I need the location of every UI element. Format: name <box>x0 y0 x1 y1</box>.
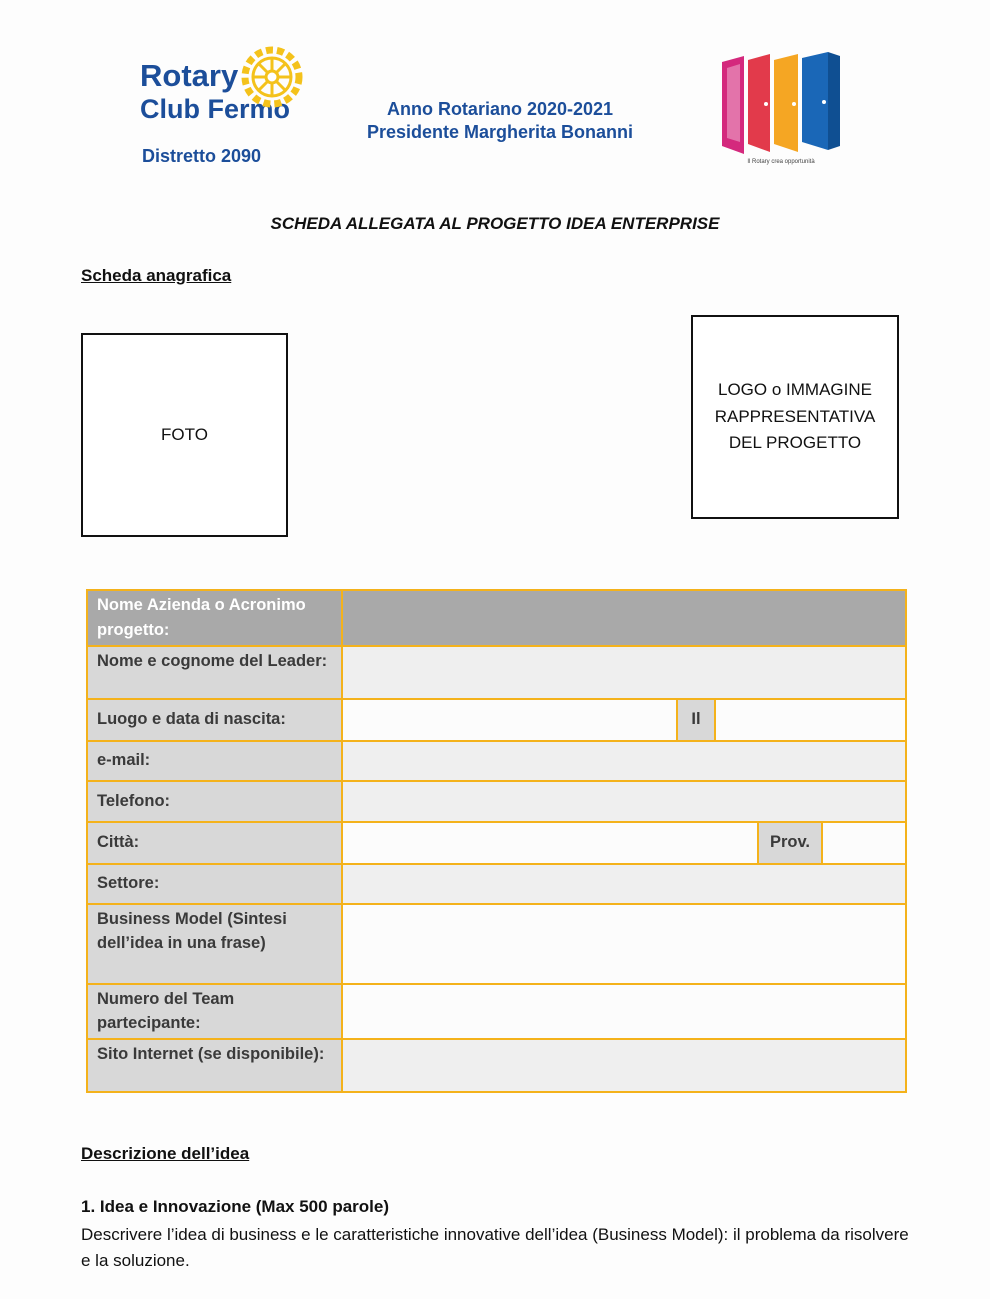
club-name-line1: Rotary <box>140 58 239 93</box>
logo-placeholder-box <box>691 315 899 519</box>
province-field[interactable] <box>822 822 906 864</box>
form-row <box>87 822 906 864</box>
team-size-field[interactable] <box>342 984 906 1040</box>
leader-name-field[interactable] <box>342 646 906 699</box>
form-row <box>87 741 906 781</box>
field-label: Business Model (Sintesi dell’idea in una frase) <box>87 904 342 984</box>
form-row <box>87 781 906 822</box>
rotary-year <box>360 98 640 145</box>
field-sub-label: Il <box>677 699 715 741</box>
logo-box-line: DEL PROGETTO <box>728 433 862 453</box>
field-label: Numero del Team partecipante: <box>87 984 342 1040</box>
photo-placeholder-box <box>81 333 288 537</box>
phone-field[interactable] <box>342 781 906 822</box>
business-model-field[interactable] <box>342 904 906 984</box>
project-name-field[interactable] <box>342 590 906 646</box>
doors-caption: Il Rotary crea opportunità <box>747 159 815 165</box>
field-label: Città: <box>87 822 342 864</box>
district-label: Distretto 2090 <box>142 146 262 166</box>
field-label: Settore: <box>87 864 342 904</box>
field-label: Telefono: <box>87 781 342 822</box>
form-row <box>87 864 906 904</box>
president-line: Presidente Margherita Bonanni <box>366 122 634 143</box>
field-label: Nome Azienda o Acronimo progetto: <box>87 590 342 646</box>
registration-form-table <box>86 589 907 1093</box>
email-field[interactable] <box>342 741 906 781</box>
birthplace-field[interactable] <box>342 699 677 741</box>
birthdate-field[interactable] <box>715 699 906 741</box>
item-description: Descrivere l’idea di business e le caratteristiche innovative dell’idea (Business Model): il problema da risolvere e la soluzione. <box>81 1225 909 1270</box>
club-name-line2: Club Fermo <box>140 93 291 124</box>
field-sub-label: Prov. <box>758 822 822 864</box>
city-field[interactable] <box>342 822 758 864</box>
website-field[interactable] <box>342 1039 906 1092</box>
item-heading: 1. Idea e Innovazione (Max 500 parole) <box>81 1197 389 1216</box>
form-row <box>87 646 906 699</box>
form-row <box>87 984 906 1040</box>
section-heading-anagrafica: Scheda anagrafica <box>81 266 232 285</box>
field-label: Nome e cognome del Leader: <box>87 646 342 699</box>
section-heading-description: Descrizione dell’idea <box>81 1144 250 1163</box>
document-title: SCHEDA ALLEGATA AL PROGETTO IDEA ENTERPRISE <box>270 214 720 233</box>
form-row <box>87 1039 906 1092</box>
form-row <box>87 590 906 646</box>
sector-field[interactable] <box>342 864 906 904</box>
logo-box-line: RAPPRESENTATIVA <box>714 406 876 426</box>
field-label: e-mail: <box>87 741 342 781</box>
field-label: Sito Internet (se disponibile): <box>87 1039 342 1092</box>
field-label: Luogo e data di nascita: <box>87 699 342 741</box>
rotary-year-line: Anno Rotariano 2020-2021 <box>386 99 614 119</box>
opportunity-doors-icon <box>718 50 844 158</box>
photo-box-label: FOTO <box>161 424 208 444</box>
rotary-wheel-icon <box>240 44 304 110</box>
form-row <box>87 699 906 741</box>
logo-box-line: LOGO o IMMAGINE <box>718 380 872 400</box>
form-row <box>87 904 906 984</box>
